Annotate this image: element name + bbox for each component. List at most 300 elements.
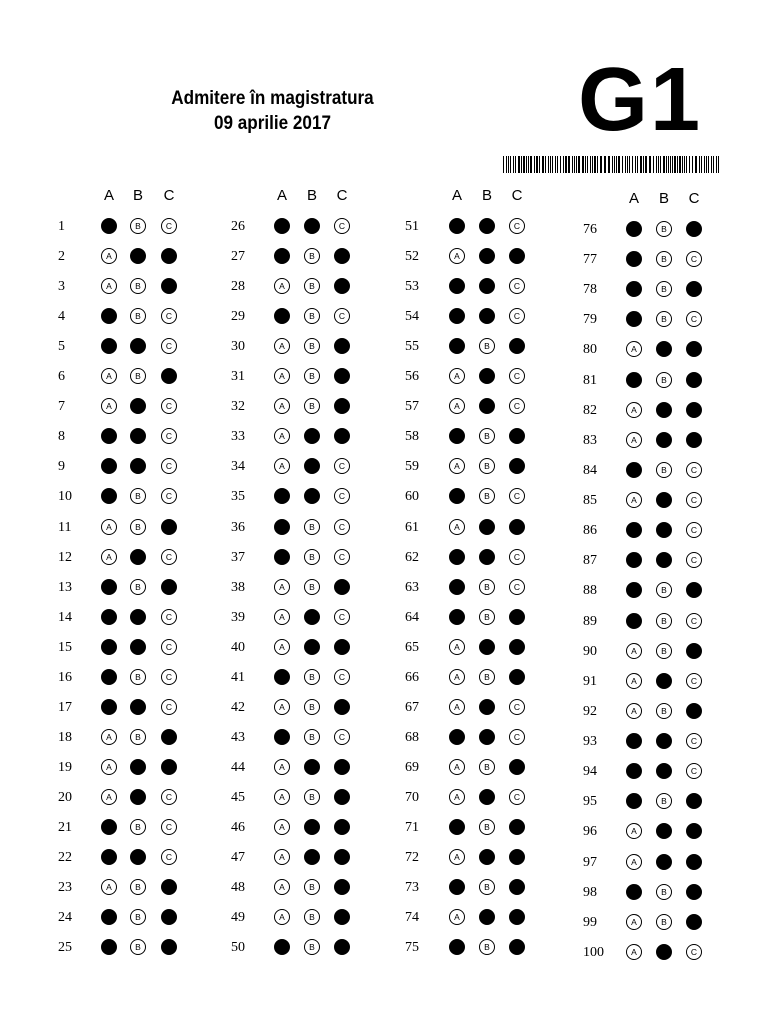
answer-bubble-68-a[interactable] [449, 729, 465, 745]
answer-bubble-6-c[interactable] [161, 368, 177, 384]
answer-bubble-45-b[interactable]: B [304, 789, 320, 805]
answer-bubble-85-c[interactable]: C [686, 492, 702, 508]
answer-bubble-27-b[interactable]: B [304, 248, 320, 264]
answer-bubble-11-c[interactable] [161, 519, 177, 535]
answer-bubble-58-a[interactable] [449, 428, 465, 444]
answer-bubble-3-b[interactable]: B [130, 278, 146, 294]
answer-bubble-82-b[interactable] [656, 402, 672, 418]
answer-bubble-91-b[interactable] [656, 673, 672, 689]
answer-bubble-99-b[interactable]: B [656, 914, 672, 930]
answer-bubble-31-b[interactable]: B [304, 368, 320, 384]
answer-bubble-91-a[interactable]: A [626, 673, 642, 689]
answer-bubble-63-c[interactable]: C [509, 579, 525, 595]
answer-bubble-8-a[interactable] [101, 428, 117, 444]
answer-bubble-92-c[interactable] [686, 703, 702, 719]
answer-bubble-84-a[interactable] [626, 462, 642, 478]
answer-bubble-93-c[interactable]: C [686, 733, 702, 749]
answer-bubble-32-a[interactable]: A [274, 398, 290, 414]
answer-bubble-26-c[interactable]: C [334, 218, 350, 234]
answer-bubble-86-a[interactable] [626, 522, 642, 538]
answer-bubble-70-c[interactable]: C [509, 789, 525, 805]
answer-bubble-42-a[interactable]: A [274, 699, 290, 715]
answer-bubble-53-b[interactable] [479, 278, 495, 294]
answer-bubble-44-c[interactable] [334, 759, 350, 775]
answer-bubble-38-c[interactable] [334, 579, 350, 595]
answer-bubble-88-a[interactable] [626, 582, 642, 598]
answer-bubble-80-b[interactable] [656, 341, 672, 357]
answer-bubble-62-a[interactable] [449, 549, 465, 565]
answer-bubble-69-a[interactable]: A [449, 759, 465, 775]
answer-bubble-59-b[interactable]: B [479, 458, 495, 474]
answer-bubble-38-b[interactable]: B [304, 579, 320, 595]
answer-bubble-77-b[interactable]: B [656, 251, 672, 267]
answer-bubble-78-c[interactable] [686, 281, 702, 297]
answer-bubble-89-b[interactable]: B [656, 613, 672, 629]
answer-bubble-39-b[interactable] [304, 609, 320, 625]
answer-bubble-19-b[interactable] [130, 759, 146, 775]
answer-bubble-9-c[interactable]: C [161, 458, 177, 474]
answer-bubble-78-b[interactable]: B [656, 281, 672, 297]
answer-bubble-4-a[interactable] [101, 308, 117, 324]
answer-bubble-95-c[interactable] [686, 793, 702, 809]
answer-bubble-44-b[interactable] [304, 759, 320, 775]
answer-bubble-31-c[interactable] [334, 368, 350, 384]
answer-bubble-11-b[interactable]: B [130, 519, 146, 535]
answer-bubble-69-b[interactable]: B [479, 759, 495, 775]
answer-bubble-67-c[interactable]: C [509, 699, 525, 715]
answer-bubble-94-c[interactable]: C [686, 763, 702, 779]
answer-bubble-21-a[interactable] [101, 819, 117, 835]
answer-bubble-76-a[interactable] [626, 221, 642, 237]
answer-bubble-54-b[interactable] [479, 308, 495, 324]
answer-bubble-20-c[interactable]: C [161, 789, 177, 805]
answer-bubble-10-b[interactable]: B [130, 488, 146, 504]
answer-bubble-37-b[interactable]: B [304, 549, 320, 565]
answer-bubble-17-c[interactable]: C [161, 699, 177, 715]
answer-bubble-1-a[interactable] [101, 218, 117, 234]
answer-bubble-26-a[interactable] [274, 218, 290, 234]
answer-bubble-53-c[interactable]: C [509, 278, 525, 294]
answer-bubble-73-c[interactable] [509, 879, 525, 895]
answer-bubble-15-a[interactable] [101, 639, 117, 655]
answer-bubble-21-c[interactable]: C [161, 819, 177, 835]
answer-bubble-42-b[interactable]: B [304, 699, 320, 715]
answer-bubble-2-a[interactable]: A [101, 248, 117, 264]
answer-bubble-50-a[interactable] [274, 939, 290, 955]
answer-bubble-57-a[interactable]: A [449, 398, 465, 414]
answer-bubble-91-c[interactable]: C [686, 673, 702, 689]
answer-bubble-32-c[interactable] [334, 398, 350, 414]
answer-bubble-7-b[interactable] [130, 398, 146, 414]
answer-bubble-13-c[interactable] [161, 579, 177, 595]
answer-bubble-98-c[interactable] [686, 884, 702, 900]
answer-bubble-65-c[interactable] [509, 639, 525, 655]
answer-bubble-26-b[interactable] [304, 218, 320, 234]
answer-bubble-68-b[interactable] [479, 729, 495, 745]
answer-bubble-74-b[interactable] [479, 909, 495, 925]
answer-bubble-39-a[interactable]: A [274, 609, 290, 625]
answer-bubble-61-c[interactable] [509, 519, 525, 535]
answer-bubble-49-b[interactable]: B [304, 909, 320, 925]
answer-bubble-100-c[interactable]: C [686, 944, 702, 960]
answer-bubble-51-b[interactable] [479, 218, 495, 234]
answer-bubble-5-c[interactable]: C [161, 338, 177, 354]
answer-bubble-55-c[interactable] [509, 338, 525, 354]
answer-bubble-34-a[interactable]: A [274, 458, 290, 474]
answer-bubble-86-c[interactable]: C [686, 522, 702, 538]
answer-bubble-82-a[interactable]: A [626, 402, 642, 418]
answer-bubble-56-b[interactable] [479, 368, 495, 384]
answer-bubble-72-c[interactable] [509, 849, 525, 865]
answer-bubble-47-c[interactable] [334, 849, 350, 865]
answer-bubble-15-c[interactable]: C [161, 639, 177, 655]
answer-bubble-84-c[interactable]: C [686, 462, 702, 478]
answer-bubble-46-b[interactable] [304, 819, 320, 835]
answer-bubble-16-c[interactable]: C [161, 669, 177, 685]
answer-bubble-94-b[interactable] [656, 763, 672, 779]
answer-bubble-25-a[interactable] [101, 939, 117, 955]
answer-bubble-64-b[interactable]: B [479, 609, 495, 625]
answer-bubble-41-c[interactable]: C [334, 669, 350, 685]
answer-bubble-57-b[interactable] [479, 398, 495, 414]
answer-bubble-8-c[interactable]: C [161, 428, 177, 444]
answer-bubble-45-a[interactable]: A [274, 789, 290, 805]
answer-bubble-1-c[interactable]: C [161, 218, 177, 234]
answer-bubble-22-b[interactable] [130, 849, 146, 865]
answer-bubble-40-a[interactable]: A [274, 639, 290, 655]
answer-bubble-25-b[interactable]: B [130, 939, 146, 955]
answer-bubble-41-b[interactable]: B [304, 669, 320, 685]
answer-bubble-65-a[interactable]: A [449, 639, 465, 655]
answer-bubble-61-a[interactable]: A [449, 519, 465, 535]
answer-bubble-49-a[interactable]: A [274, 909, 290, 925]
answer-bubble-86-b[interactable] [656, 522, 672, 538]
answer-bubble-32-b[interactable]: B [304, 398, 320, 414]
answer-bubble-16-b[interactable]: B [130, 669, 146, 685]
answer-bubble-29-b[interactable]: B [304, 308, 320, 324]
answer-bubble-28-c[interactable] [334, 278, 350, 294]
answer-bubble-22-c[interactable]: C [161, 849, 177, 865]
answer-bubble-2-c[interactable] [161, 248, 177, 264]
answer-bubble-64-a[interactable] [449, 609, 465, 625]
answer-bubble-84-b[interactable]: B [656, 462, 672, 478]
answer-bubble-35-b[interactable] [304, 488, 320, 504]
answer-bubble-96-a[interactable]: A [626, 823, 642, 839]
answer-bubble-52-a[interactable]: A [449, 248, 465, 264]
answer-bubble-66-b[interactable]: B [479, 669, 495, 685]
answer-bubble-88-c[interactable] [686, 582, 702, 598]
answer-bubble-35-a[interactable] [274, 488, 290, 504]
answer-bubble-99-a[interactable]: A [626, 914, 642, 930]
answer-bubble-20-a[interactable]: A [101, 789, 117, 805]
answer-bubble-29-a[interactable] [274, 308, 290, 324]
answer-bubble-19-c[interactable] [161, 759, 177, 775]
answer-bubble-97-a[interactable]: A [626, 854, 642, 870]
answer-bubble-89-c[interactable]: C [686, 613, 702, 629]
answer-bubble-8-b[interactable] [130, 428, 146, 444]
answer-bubble-93-b[interactable] [656, 733, 672, 749]
answer-bubble-9-a[interactable] [101, 458, 117, 474]
answer-bubble-18-a[interactable]: A [101, 729, 117, 745]
answer-bubble-47-a[interactable]: A [274, 849, 290, 865]
answer-bubble-18-b[interactable]: B [130, 729, 146, 745]
answer-bubble-98-b[interactable]: B [656, 884, 672, 900]
answer-bubble-70-b[interactable] [479, 789, 495, 805]
answer-bubble-23-a[interactable]: A [101, 879, 117, 895]
answer-bubble-48-c[interactable] [334, 879, 350, 895]
answer-bubble-14-c[interactable]: C [161, 609, 177, 625]
answer-bubble-57-c[interactable]: C [509, 398, 525, 414]
answer-bubble-74-c[interactable] [509, 909, 525, 925]
answer-bubble-96-c[interactable] [686, 823, 702, 839]
answer-bubble-52-b[interactable] [479, 248, 495, 264]
answer-bubble-87-c[interactable]: C [686, 552, 702, 568]
answer-bubble-98-a[interactable] [626, 884, 642, 900]
answer-bubble-36-c[interactable]: C [334, 519, 350, 535]
answer-bubble-97-b[interactable] [656, 854, 672, 870]
answer-bubble-48-a[interactable]: A [274, 879, 290, 895]
answer-bubble-79-a[interactable] [626, 311, 642, 327]
answer-bubble-55-b[interactable]: B [479, 338, 495, 354]
answer-bubble-45-c[interactable] [334, 789, 350, 805]
answer-bubble-72-b[interactable] [479, 849, 495, 865]
answer-bubble-75-a[interactable] [449, 939, 465, 955]
answer-bubble-4-c[interactable]: C [161, 308, 177, 324]
answer-bubble-79-c[interactable]: C [686, 311, 702, 327]
answer-bubble-40-b[interactable] [304, 639, 320, 655]
answer-bubble-3-c[interactable] [161, 278, 177, 294]
answer-bubble-1-b[interactable]: B [130, 218, 146, 234]
answer-bubble-28-b[interactable]: B [304, 278, 320, 294]
answer-bubble-97-c[interactable] [686, 854, 702, 870]
answer-bubble-67-a[interactable]: A [449, 699, 465, 715]
answer-bubble-93-a[interactable] [626, 733, 642, 749]
answer-bubble-4-b[interactable]: B [130, 308, 146, 324]
answer-bubble-15-b[interactable] [130, 639, 146, 655]
answer-bubble-99-c[interactable] [686, 914, 702, 930]
answer-bubble-24-c[interactable] [161, 909, 177, 925]
answer-bubble-74-a[interactable]: A [449, 909, 465, 925]
answer-bubble-25-c[interactable] [161, 939, 177, 955]
answer-bubble-43-a[interactable] [274, 729, 290, 745]
answer-bubble-58-b[interactable]: B [479, 428, 495, 444]
answer-bubble-92-b[interactable]: B [656, 703, 672, 719]
answer-bubble-6-b[interactable]: B [130, 368, 146, 384]
answer-bubble-77-a[interactable] [626, 251, 642, 267]
answer-bubble-70-a[interactable]: A [449, 789, 465, 805]
answer-bubble-72-a[interactable]: A [449, 849, 465, 865]
answer-bubble-35-c[interactable]: C [334, 488, 350, 504]
answer-bubble-28-a[interactable]: A [274, 278, 290, 294]
answer-bubble-62-b[interactable] [479, 549, 495, 565]
answer-bubble-51-c[interactable]: C [509, 218, 525, 234]
answer-bubble-46-a[interactable]: A [274, 819, 290, 835]
answer-bubble-66-c[interactable] [509, 669, 525, 685]
answer-bubble-89-a[interactable] [626, 613, 642, 629]
answer-bubble-71-b[interactable]: B [479, 819, 495, 835]
answer-bubble-62-c[interactable]: C [509, 549, 525, 565]
answer-bubble-10-c[interactable]: C [161, 488, 177, 504]
answer-bubble-44-a[interactable]: A [274, 759, 290, 775]
answer-bubble-13-a[interactable] [101, 579, 117, 595]
answer-bubble-81-a[interactable] [626, 372, 642, 388]
answer-bubble-77-c[interactable]: C [686, 251, 702, 267]
answer-bubble-43-c[interactable]: C [334, 729, 350, 745]
answer-bubble-33-a[interactable]: A [274, 428, 290, 444]
answer-bubble-12-c[interactable]: C [161, 549, 177, 565]
answer-bubble-33-b[interactable] [304, 428, 320, 444]
answer-bubble-30-a[interactable]: A [274, 338, 290, 354]
answer-bubble-71-a[interactable] [449, 819, 465, 835]
answer-bubble-38-a[interactable]: A [274, 579, 290, 595]
answer-bubble-12-b[interactable] [130, 549, 146, 565]
answer-bubble-94-a[interactable] [626, 763, 642, 779]
answer-bubble-87-a[interactable] [626, 552, 642, 568]
answer-bubble-12-a[interactable]: A [101, 549, 117, 565]
answer-bubble-49-c[interactable] [334, 909, 350, 925]
answer-bubble-55-a[interactable] [449, 338, 465, 354]
answer-bubble-69-c[interactable] [509, 759, 525, 775]
answer-bubble-40-c[interactable] [334, 639, 350, 655]
answer-bubble-52-c[interactable] [509, 248, 525, 264]
answer-bubble-80-a[interactable]: A [626, 341, 642, 357]
answer-bubble-58-c[interactable] [509, 428, 525, 444]
answer-bubble-24-a[interactable] [101, 909, 117, 925]
answer-bubble-41-a[interactable] [274, 669, 290, 685]
answer-bubble-83-c[interactable] [686, 432, 702, 448]
answer-bubble-39-c[interactable]: C [334, 609, 350, 625]
answer-bubble-7-c[interactable]: C [161, 398, 177, 414]
answer-bubble-87-b[interactable] [656, 552, 672, 568]
answer-bubble-64-c[interactable] [509, 609, 525, 625]
answer-bubble-83-b[interactable] [656, 432, 672, 448]
answer-bubble-13-b[interactable]: B [130, 579, 146, 595]
answer-bubble-71-c[interactable] [509, 819, 525, 835]
answer-bubble-59-c[interactable] [509, 458, 525, 474]
answer-bubble-90-c[interactable] [686, 643, 702, 659]
answer-bubble-83-a[interactable]: A [626, 432, 642, 448]
answer-bubble-67-b[interactable] [479, 699, 495, 715]
answer-bubble-11-a[interactable]: A [101, 519, 117, 535]
answer-bubble-18-c[interactable] [161, 729, 177, 745]
answer-bubble-68-c[interactable]: C [509, 729, 525, 745]
answer-bubble-37-a[interactable] [274, 549, 290, 565]
answer-bubble-92-a[interactable]: A [626, 703, 642, 719]
answer-bubble-75-b[interactable]: B [479, 939, 495, 955]
answer-bubble-5-b[interactable] [130, 338, 146, 354]
answer-bubble-33-c[interactable] [334, 428, 350, 444]
answer-bubble-6-a[interactable]: A [101, 368, 117, 384]
answer-bubble-95-b[interactable]: B [656, 793, 672, 809]
answer-bubble-54-a[interactable] [449, 308, 465, 324]
answer-bubble-5-a[interactable] [101, 338, 117, 354]
answer-bubble-22-a[interactable] [101, 849, 117, 865]
answer-bubble-76-c[interactable] [686, 221, 702, 237]
answer-bubble-54-c[interactable]: C [509, 308, 525, 324]
answer-bubble-17-a[interactable] [101, 699, 117, 715]
answer-bubble-27-a[interactable] [274, 248, 290, 264]
answer-bubble-85-a[interactable]: A [626, 492, 642, 508]
answer-bubble-73-a[interactable] [449, 879, 465, 895]
answer-bubble-100-a[interactable]: A [626, 944, 642, 960]
answer-bubble-42-c[interactable] [334, 699, 350, 715]
answer-bubble-63-b[interactable]: B [479, 579, 495, 595]
answer-bubble-10-a[interactable] [101, 488, 117, 504]
answer-bubble-7-a[interactable]: A [101, 398, 117, 414]
answer-bubble-56-a[interactable]: A [449, 368, 465, 384]
answer-bubble-36-b[interactable]: B [304, 519, 320, 535]
answer-bubble-80-c[interactable] [686, 341, 702, 357]
answer-bubble-63-a[interactable] [449, 579, 465, 595]
answer-bubble-51-a[interactable] [449, 218, 465, 234]
answer-bubble-61-b[interactable] [479, 519, 495, 535]
answer-bubble-48-b[interactable]: B [304, 879, 320, 895]
answer-bubble-23-b[interactable]: B [130, 879, 146, 895]
answer-bubble-100-b[interactable] [656, 944, 672, 960]
answer-bubble-23-c[interactable] [161, 879, 177, 895]
answer-bubble-75-c[interactable] [509, 939, 525, 955]
answer-bubble-29-c[interactable]: C [334, 308, 350, 324]
answer-bubble-50-b[interactable]: B [304, 939, 320, 955]
answer-bubble-59-a[interactable]: A [449, 458, 465, 474]
answer-bubble-37-c[interactable]: C [334, 549, 350, 565]
answer-bubble-27-c[interactable] [334, 248, 350, 264]
answer-bubble-88-b[interactable]: B [656, 582, 672, 598]
answer-bubble-3-a[interactable]: A [101, 278, 117, 294]
answer-bubble-46-c[interactable] [334, 819, 350, 835]
answer-bubble-47-b[interactable] [304, 849, 320, 865]
answer-bubble-56-c[interactable]: C [509, 368, 525, 384]
answer-bubble-16-a[interactable] [101, 669, 117, 685]
answer-bubble-30-c[interactable] [334, 338, 350, 354]
answer-bubble-20-b[interactable] [130, 789, 146, 805]
answer-bubble-14-a[interactable] [101, 609, 117, 625]
answer-bubble-30-b[interactable]: B [304, 338, 320, 354]
answer-bubble-60-c[interactable]: C [509, 488, 525, 504]
answer-bubble-95-a[interactable] [626, 793, 642, 809]
answer-bubble-34-b[interactable] [304, 458, 320, 474]
answer-bubble-50-c[interactable] [334, 939, 350, 955]
answer-bubble-19-a[interactable]: A [101, 759, 117, 775]
answer-bubble-73-b[interactable]: B [479, 879, 495, 895]
answer-bubble-85-b[interactable] [656, 492, 672, 508]
answer-bubble-65-b[interactable] [479, 639, 495, 655]
answer-bubble-43-b[interactable]: B [304, 729, 320, 745]
answer-bubble-34-c[interactable]: C [334, 458, 350, 474]
answer-bubble-9-b[interactable] [130, 458, 146, 474]
answer-bubble-90-a[interactable]: A [626, 643, 642, 659]
answer-bubble-53-a[interactable] [449, 278, 465, 294]
answer-bubble-76-b[interactable]: B [656, 221, 672, 237]
answer-bubble-60-a[interactable] [449, 488, 465, 504]
answer-bubble-81-c[interactable] [686, 372, 702, 388]
answer-bubble-78-a[interactable] [626, 281, 642, 297]
answer-bubble-31-a[interactable]: A [274, 368, 290, 384]
answer-bubble-81-b[interactable]: B [656, 372, 672, 388]
answer-bubble-90-b[interactable]: B [656, 643, 672, 659]
answer-bubble-2-b[interactable] [130, 248, 146, 264]
answer-bubble-66-a[interactable]: A [449, 669, 465, 685]
answer-bubble-60-b[interactable]: B [479, 488, 495, 504]
answer-bubble-17-b[interactable] [130, 699, 146, 715]
answer-bubble-14-b[interactable] [130, 609, 146, 625]
answer-bubble-82-c[interactable] [686, 402, 702, 418]
answer-bubble-36-a[interactable] [274, 519, 290, 535]
answer-bubble-21-b[interactable]: B [130, 819, 146, 835]
answer-bubble-96-b[interactable] [656, 823, 672, 839]
answer-bubble-24-b[interactable]: B [130, 909, 146, 925]
answer-bubble-79-b[interactable]: B [656, 311, 672, 327]
